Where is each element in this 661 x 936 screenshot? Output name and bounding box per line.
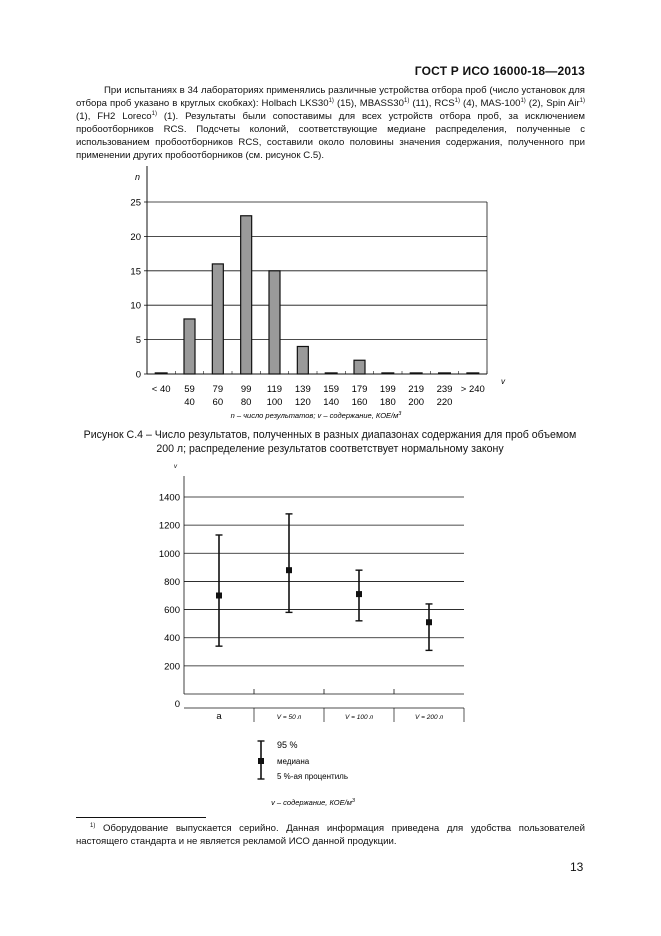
y-tick-label: 1400: [158, 492, 180, 504]
footnote-mark: 1): [90, 823, 96, 829]
bar: [269, 271, 280, 374]
x-tick-label-upper: 119: [266, 384, 283, 395]
category-label: V = 200 л: [414, 714, 444, 721]
y-tick-label: 20: [130, 231, 141, 243]
chart-note-sup: 3: [398, 411, 402, 417]
footnote-rule: [76, 817, 206, 818]
y-tick-label: 600: [164, 605, 180, 617]
bar: [241, 216, 252, 374]
bar: [184, 319, 195, 374]
x-axis-label: v: [501, 377, 505, 386]
caption-line-1: Рисунок С.4 – Число результатов, полученных в разных диапазонах содержания для проб объемом: [83, 429, 577, 441]
bar: [354, 360, 365, 374]
x-tick-label-upper: 139: [294, 384, 311, 395]
errorbar-chart: [159, 464, 464, 807]
x-tick-label-upper: 199: [379, 384, 396, 395]
x-tick-label-upper: 99: [240, 384, 252, 395]
median-marker: [426, 619, 432, 625]
y-axis-label: v: [174, 464, 177, 470]
footnote-text: Оборудование выпускается серийно. Данная информация приведена для удобства пользователей настоящего стандарта и не является рекламой ИСО данной продукции.: [76, 823, 585, 847]
x-tick-label-lower: 200: [408, 397, 425, 408]
chart-note: v – содержание, КОЕ/$м^3$: [271, 798, 355, 807]
x-tick-label-lower: 60: [212, 397, 224, 408]
x-tick-label-lower: 120: [294, 397, 311, 408]
y-tick-label: 15: [130, 266, 141, 278]
x-tick-label-upper: < 40: [151, 384, 171, 395]
x-tick-label-lower: 140: [323, 397, 340, 408]
y-tick-label: 800: [164, 576, 180, 588]
chart-note-sup: 3: [351, 798, 355, 804]
legend-median-marker: [258, 758, 264, 764]
x-tick-label-lower: 80: [240, 397, 252, 408]
y-tick-label: 25: [130, 197, 141, 209]
y-tick-label: 10: [130, 300, 141, 312]
category-label: V = 100 л: [344, 714, 374, 721]
y-tick-label: 400: [164, 633, 180, 645]
x-tick-label-upper: > 240: [460, 384, 485, 395]
x-tick-label-lower: 180: [379, 397, 396, 408]
x-tick-label-lower: 40: [184, 397, 195, 408]
legend-95: 95 %: [277, 740, 298, 750]
x-tick-label-upper: 59: [184, 384, 195, 395]
intro-paragraph: При испытаниях в 34 лабораториях применялись различные устройства отбора проб (число установок для отбора проб указано в круглых скобках): Holbach LKS30$^{1)}$ (15), MBASS30$^{1)}$ (11), RCS$^{1)}$ (4), MAS-100$^{1)}$ (2), Spin Air$^{1)}$ (1), FH2 Loreco$^{1)}$ (1). Результаты были сопоставимы для всех устройств отбора проб, за исключением пробоотборников RCS. Подсчеты колоний, соответствующие медиане распределения, полученные с использованием пробоотборников RCS, составили около половины значения содержания, полученного при применении других пробоотборников (см. рисунок С.5).: [76, 85, 586, 161]
median-marker: [286, 567, 292, 573]
category-label: a: [216, 711, 222, 722]
y-tick-label: 0: [174, 699, 180, 710]
legend-5: 5 %-ая процентиль: [277, 772, 349, 781]
caption-line-2: 200 л; распределение результатов соответствует нормальному закону: [156, 443, 504, 455]
figure-caption: [60, 428, 600, 456]
footnote: [76, 822, 585, 848]
y-tick-label: 0: [135, 369, 141, 381]
chart-note: n – число результатов; v – содержание, КОЕ/$м^3$: [230, 411, 402, 420]
x-tick-label-lower: 220: [436, 397, 453, 408]
y-tick-label: 1200: [158, 520, 180, 532]
x-tick-label-upper: 179: [351, 384, 368, 395]
x-tick-label-upper: 239: [436, 384, 453, 395]
y-axis-label: n: [135, 172, 141, 182]
x-tick-label-upper: 79: [212, 384, 224, 395]
y-tick-label: 5: [135, 335, 141, 347]
x-tick-label-upper: 219: [408, 384, 425, 395]
bar: [212, 264, 223, 374]
y-tick-label: 1000: [158, 548, 180, 560]
histogram-chart: [130, 166, 506, 420]
document-header: ГОСТ Р ИСО 16000-18—2013: [414, 64, 585, 78]
x-tick-label-lower: 160: [351, 397, 368, 408]
median-marker: [356, 591, 362, 597]
x-tick-label-upper: 159: [323, 384, 340, 395]
category-label: V = 50 л: [276, 714, 302, 721]
page-number: 13: [570, 860, 584, 874]
legend-median: медиана: [277, 757, 310, 766]
x-tick-label-lower: 100: [266, 397, 283, 408]
bar: [297, 346, 308, 374]
median-marker: [216, 593, 222, 599]
y-tick-label: 200: [164, 661, 180, 673]
